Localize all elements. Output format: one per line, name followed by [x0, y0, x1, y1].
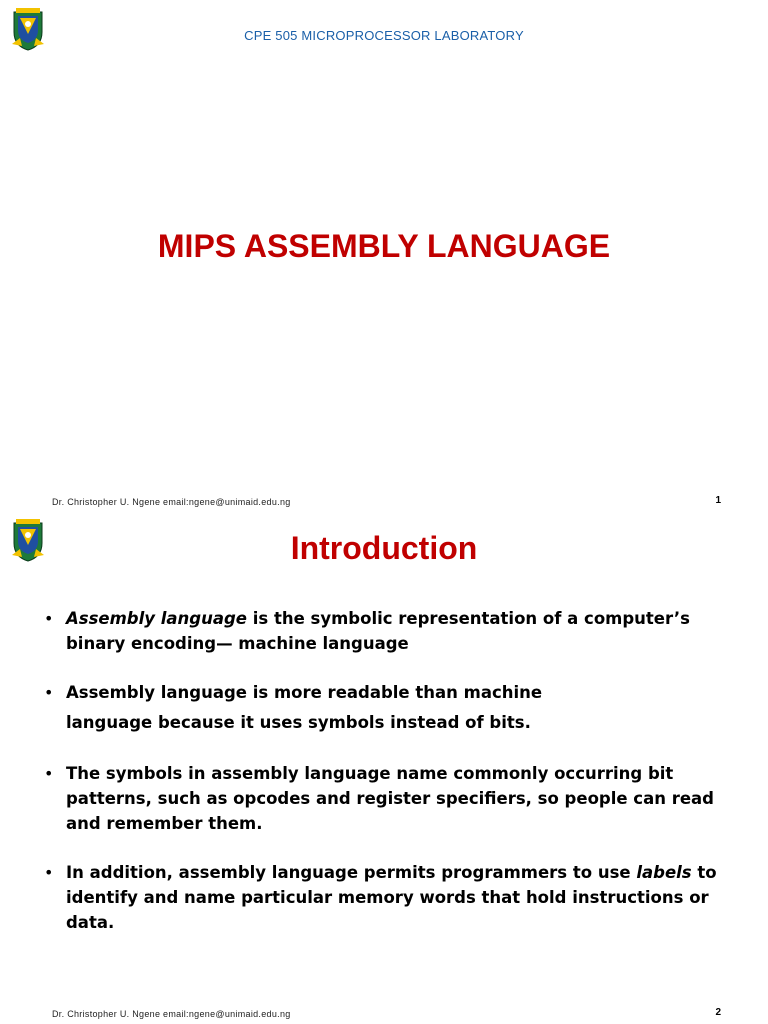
bullet-text: is the symbolic representation of a computer’s binary encoding— machine language	[66, 609, 690, 653]
bullet-list	[44, 606, 734, 935]
bullet-item	[44, 606, 734, 656]
bullet-text: The symbols in assembly language name commonly occurring bit patterns, such as opcodes and register specifiers, so people can read and remember them.	[66, 764, 714, 833]
bullet-text-line2: language because it uses symbols instead of bits.	[66, 713, 531, 732]
slide-2	[0, 512, 768, 1024]
bullet-text: In addition, assembly language permits programmers to use	[66, 863, 637, 882]
italic-term: Assembly language	[66, 609, 247, 628]
bullet-item	[44, 860, 734, 935]
bullet-glyph: •	[44, 609, 54, 628]
bullet-item	[44, 761, 734, 836]
course-header: CPE 505 MICROPROCESSOR LABORATORY	[244, 28, 524, 43]
bullet-text: to identify and name particular memory words that hold instructions or data.	[66, 863, 717, 932]
page-number: 2	[715, 1007, 721, 1018]
footer-author: Dr. Christopher U. Ngene email:ngene@unimaid.edu.ng	[52, 1009, 291, 1019]
bullet-glyph: •	[44, 683, 54, 702]
bullet-glyph: •	[44, 764, 54, 783]
bullet-item	[44, 680, 734, 735]
bullet-text-line1: Assembly language is more readable than machine	[66, 683, 543, 702]
page-number: 1	[715, 495, 721, 506]
slide-title: MIPS ASSEMBLY LANGUAGE	[157, 228, 611, 264]
bullet-glyph: •	[44, 863, 54, 882]
footer-author: Dr. Christopher U. Ngene email:ngene@unimaid.edu.ng	[52, 497, 291, 507]
italic-term: labels	[636, 863, 692, 882]
slide-title: Introduction	[290, 530, 478, 566]
